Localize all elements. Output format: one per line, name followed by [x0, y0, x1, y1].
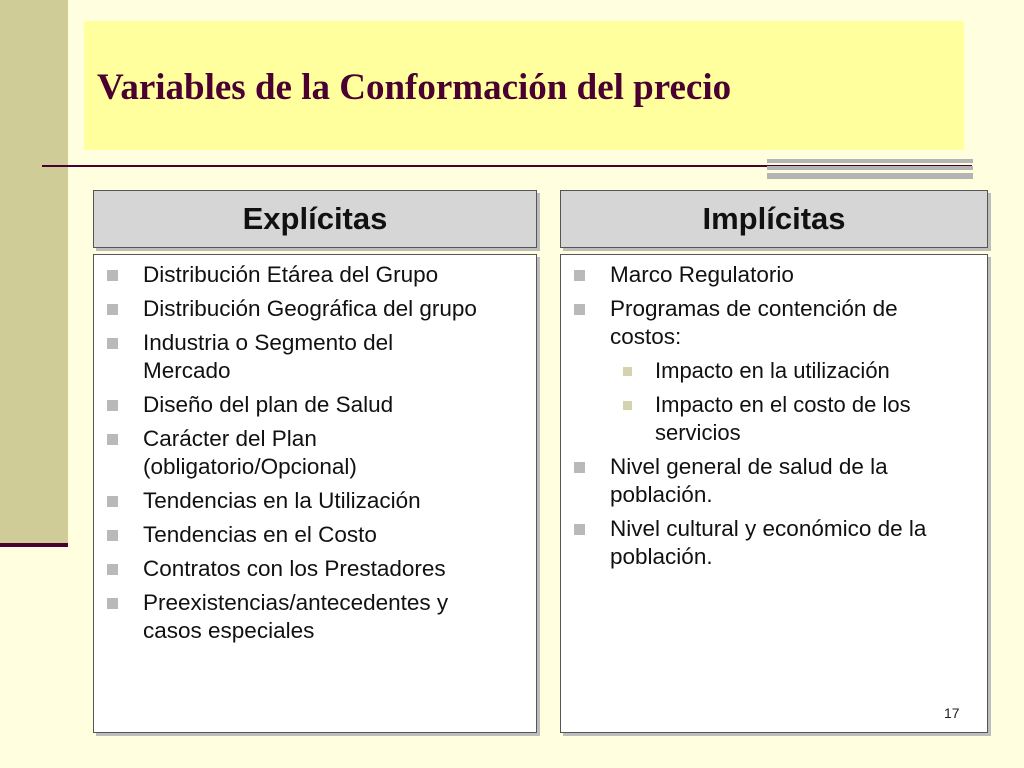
list-item: Nivel cultural y económico de la población. [561, 515, 987, 571]
column-header-implicitas [560, 190, 988, 248]
square-bullet-icon [107, 564, 118, 575]
list-item: Diseño del plan de Salud [94, 391, 536, 419]
small-square-bullet-icon [623, 401, 632, 410]
column-header-label: Implícitas [702, 201, 846, 236]
list-item: Carácter del Plan (obligatorio/Opcional) [94, 425, 536, 481]
sub-list-item: Impacto en la utilización [610, 357, 973, 385]
list-item: Industria o Segmento del Mercado [94, 329, 536, 385]
column-body-explicitas [93, 254, 537, 733]
small-square-bullet-icon [623, 367, 632, 376]
square-bullet-icon [107, 530, 118, 541]
square-bullet-icon [107, 304, 118, 315]
list-item: Preexistencias/antecedentes y casos especiales [94, 589, 536, 645]
square-bullet-icon [107, 598, 118, 609]
list-item: Nivel general de salud de la población. [561, 453, 987, 509]
square-bullet-icon [107, 270, 118, 281]
page-number: 17 [944, 705, 960, 721]
slide-title: Variables de la Conformación del precio [97, 67, 732, 108]
square-bullet-icon [107, 496, 118, 507]
square-bullet-icon [574, 304, 585, 315]
list-item: Contratos con los Prestadores [94, 555, 536, 583]
column-header-label: Explícitas [242, 201, 388, 236]
square-bullet-icon [107, 400, 118, 411]
bullet-list [561, 261, 987, 577]
left-decorative-bar [0, 0, 68, 545]
square-bullet-icon [574, 270, 585, 281]
list-item: Marco Regulatorio [561, 261, 987, 289]
bullet-list [94, 261, 536, 651]
column-header-explicitas [93, 190, 537, 248]
list-item: Tendencias en la Utilización [94, 487, 536, 515]
list-item: Distribución Geográfica del grupo [94, 295, 536, 323]
square-bullet-icon [107, 434, 118, 445]
title-rule-accent [767, 159, 973, 179]
list-item: Programas de contención de costos: Impacto en la utilización Impacto en el costo de los servicios [561, 295, 987, 447]
sub-bullet-list [610, 357, 973, 447]
left-accent-rule [0, 543, 68, 547]
square-bullet-icon [574, 462, 585, 473]
sub-list-item: Impacto en el costo de los servicios [610, 391, 973, 447]
column-body-implicitas [560, 254, 988, 733]
square-bullet-icon [107, 338, 118, 349]
list-item: Tendencias en el Costo [94, 521, 536, 549]
square-bullet-icon [574, 524, 585, 535]
list-item: Distribución Etárea del Grupo [94, 261, 536, 289]
